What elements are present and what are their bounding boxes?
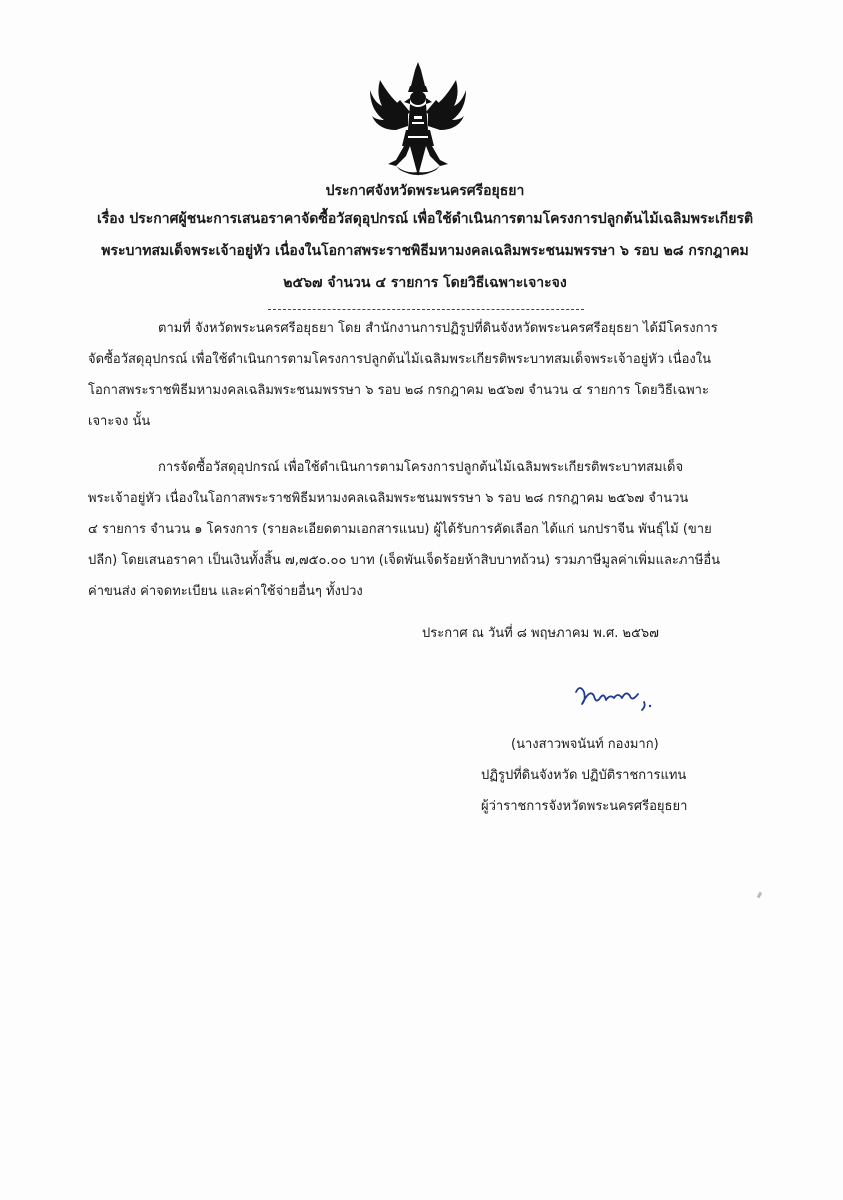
- garuda-emblem-icon: [366, 60, 470, 178]
- paragraph-2-line-4: ปลีก) โดยเสนอราคา เป็นเงินทั้งสิ้น ๗,๗๕๐.๐๐ บาท (เจ็ดพันเจ็ดร้อยห้าสิบบาทถ้วน) รวมภาษีมูลค่าเพิ่มและภาษีอื่น: [88, 553, 721, 568]
- paragraph-1-line-3: โอกาสพระราชพิธีมหามงคลเฉลิมพระชนมพรรษา ๖ รอบ ๒๘ กรกฎาคม ๒๕๖๗ จำนวน ๔ รายการ โดยวิธีเฉพาะ: [88, 383, 709, 398]
- signature-icon: [570, 678, 660, 718]
- signatory-position-1: ปฏิรูปที่ดินจังหวัด ปฏิบัติราชการแทน: [481, 768, 687, 783]
- signatory-name: (นางสาวพจนันท์ กองมาก): [511, 737, 659, 752]
- paragraph-1-line-4: เจาะจง นั้น: [88, 414, 151, 429]
- paragraph-2-line-1: การจัดซื้อวัสดุอุปกรณ์ เพื่อใช้ดำเนินการตามโครงการปลูกต้นไม้เฉลิมพระเกียรติพระบาทสมเด็จ: [158, 460, 684, 475]
- paragraph-1-line-1: ตามที่ จังหวัดพระนครศรีอยุธยา โดย สำนักงานการปฏิรูปที่ดินจังหวัดพระนครศรีอยุธยา ได้มีโครงการ: [158, 321, 718, 336]
- subject-line-3: ๒๕๖๗ จำนวน ๔ รายการ โดยวิธีเฉพาะเจาะจง: [283, 275, 567, 291]
- divider-line: [268, 309, 584, 310]
- document-title: ประกาศจังหวัดพระนครศรีอยุธยา: [325, 183, 525, 199]
- subject-line-1: เรื่อง ประกาศผู้ชนะการเสนอราคาจัดซื้อวัสดุอุปกรณ์ เพื่อใช้ดำเนินการตามโครงการปลูกต้นไม้เฉลิมพระเกียรติ: [96, 211, 754, 227]
- paragraph-2-line-5: ค่าขนส่ง ค่าจดทะเบียน และค่าใช้จ่ายอื่นๆ ทั้งปวง: [88, 584, 363, 599]
- paragraph-2-line-2: พระเจ้าอยู่หัว เนื่องในโอกาสพระราชพิธีมหามงคลเฉลิมพระชนมพรรษา ๖ รอบ ๒๘ กรกฎาคม ๒๕๖๗ จำนวน: [88, 491, 689, 506]
- paragraph-1-line-2: จัดซื้อวัสดุอุปกรณ์ เพื่อใช้ดำเนินการตามโครงการปลูกต้นไม้เฉลิมพระเกียรติพระบาทสมเด็จพระเจ้าอยู่หัว เนื่องใน: [88, 352, 712, 367]
- paragraph-2-line-3: ๔ รายการ จำนวน ๑ โครงการ (รายละเอียดตามเอกสารแนบ) ผู้ได้รับการคัดเลือก ได้แก่ นกปราจีน พันธุ์ไม้ (ขาย: [88, 522, 712, 537]
- subject-line-2: พระบาทสมเด็จพระเจ้าอยู่หัว เนื่องในโอกาสพระราชพิธีมหามงคลเฉลิมพระชนมพรรษา ๖ รอบ ๒๘ กรกฎาคม: [101, 243, 749, 259]
- announcement-date: ประกาศ ณ วันที่ ๘ พฤษภาคม พ.ศ. ๒๕๖๗: [422, 626, 659, 641]
- paper-speck: [757, 892, 763, 899]
- signatory-position-2: ผู้ว่าราชการจังหวัดพระนครศรีอยุธยา: [481, 799, 688, 814]
